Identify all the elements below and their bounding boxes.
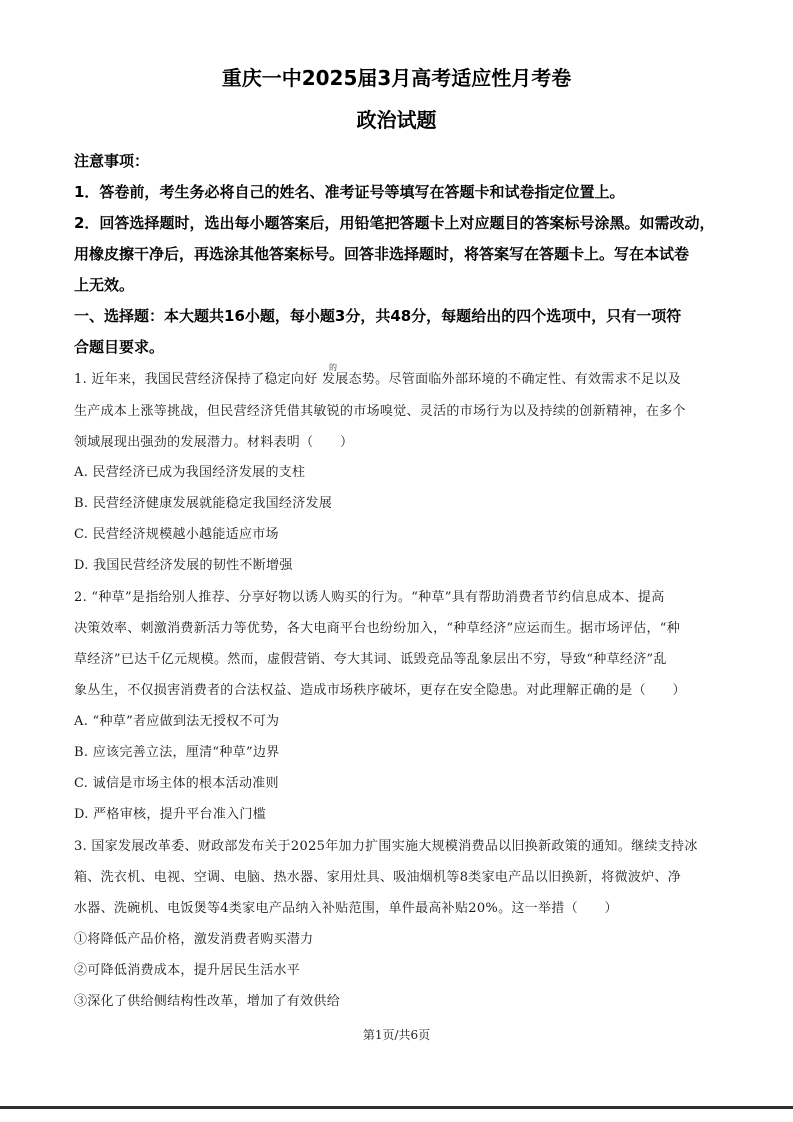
- q2-option-b: B. 应该完善立法，厘清“种草”边界: [74, 745, 280, 760]
- q1-option-d: D. 我国民营经济发展的韧性不断增强: [74, 558, 293, 573]
- q2-stem-line-1: 2. “种草”是指给别人推荐、分享好物以诱人购买的行为。“种草”具有帮助消费者节约信息成本、提高: [74, 590, 665, 605]
- section-1-heading-line-2: 合题目要求。: [74, 338, 165, 356]
- page-footer: 第1页/共6页: [362, 1028, 431, 1042]
- q2-option-a: A. “种草”者应做到法无授权不可为: [74, 714, 280, 729]
- q2-stem-line-3: 草经济”已达千亿元规模。然而，虚假营销、夸大其词、诋毁竞品等乱象层出不穷，导致“种草经济”乱: [74, 652, 667, 667]
- q3-stem-line-3: 水器、洗碗机、电饭煲等4类家电产品纳入补贴范围，单件最高补贴20%。这一举措（ ）: [74, 901, 618, 916]
- notice-item-1: 1．答卷前，考生务必将自己的姓名、准考证号等填写在答题卡和试卷指定位置上。: [74, 183, 625, 201]
- q1-option-b: B. 民营经济健康发展就能稳定我国经济发展: [74, 496, 333, 511]
- q3-statement-3: ③深化了供给侧结构性改革，增加了有效供给: [74, 994, 341, 1009]
- notice-heading: 注意事项：: [74, 152, 150, 170]
- q2-stem-line-4: 象丛生，不仅损害消费者的合法权益、造成市场秩序破坏，更存在安全隐患。对此理解正确的是（ ）: [74, 683, 686, 698]
- bottom-divider: [0, 1106, 793, 1109]
- q1-option-a: A. 民营经济已成为我国经济发展的支柱: [74, 465, 306, 480]
- section-1-heading-line-1: 一、选择题：本大题共16小题，每小题3分，共48分，每题给出的四个选项中，只有一项符: [74, 307, 682, 325]
- q1-option-c: C. 民营经济规模越小越能适应市场: [74, 527, 279, 542]
- q1-stem-line-3: 领域展现出强劲的发展潜力。材料表明（ ）: [74, 435, 354, 450]
- q2-stem-line-2: 决策效率、刺激消费新活力等优势，各大电商平台也纷纷加入，“种草经济”应运而生。据市场评估，“种: [74, 621, 681, 636]
- q3-stem-line-2: 箱、洗衣机、电视、空调、电脑、热水器、家用灶具、吸油烟机等8类家电产品以旧换新，将微波炉、净: [74, 870, 682, 885]
- notice-item-2-line-2: 用橡皮擦干净后，再选涂其他答案标号。回答非选择题时，将答案写在答题卡上。写在本试卷: [74, 245, 690, 263]
- q1-inline-mark: 的: [329, 363, 337, 372]
- q3-statement-2: ②可降低消费成本，提升居民生活水平: [74, 963, 301, 978]
- notice-item-2-line-3: 上无效。: [74, 276, 135, 294]
- q1-stem-line-1: 1. 近年来，我国民营经济保持了稳定向好 发展态势。尽管面临外部环境的不确定性、有效需求不足以及: [74, 372, 682, 387]
- q3-statement-1: ①将降低产品价格，激发消费者购买潜力: [74, 932, 314, 947]
- q1-stem-line-2: 生产成本上涨等挑战，但民营经济凭借其敏锐的市场嗅觉、灵活的市场行为以及持续的创新精神，在多个: [74, 404, 686, 419]
- notice-item-2-line-1: 2．回答选择题时，选出每小题答案后，用铅笔把答题卡上对应题目的答案标号涂黑。如需改动，: [74, 214, 715, 232]
- subject-title: 政治试题: [356, 108, 437, 132]
- q2-option-d: D. 严格审核，提升平台准入门槛: [74, 807, 267, 822]
- q2-option-c: C. 诚信是市场主体的根本活动准则: [74, 776, 279, 791]
- exam-title: 重庆一中2025届3月高考适应性月考卷: [221, 66, 572, 90]
- q3-stem-line-1: 3. 国家发展改革委、财政部发布关于2025年加力扩围实施大规模消费品以旧换新政策的通知。继续支持冰: [74, 839, 698, 854]
